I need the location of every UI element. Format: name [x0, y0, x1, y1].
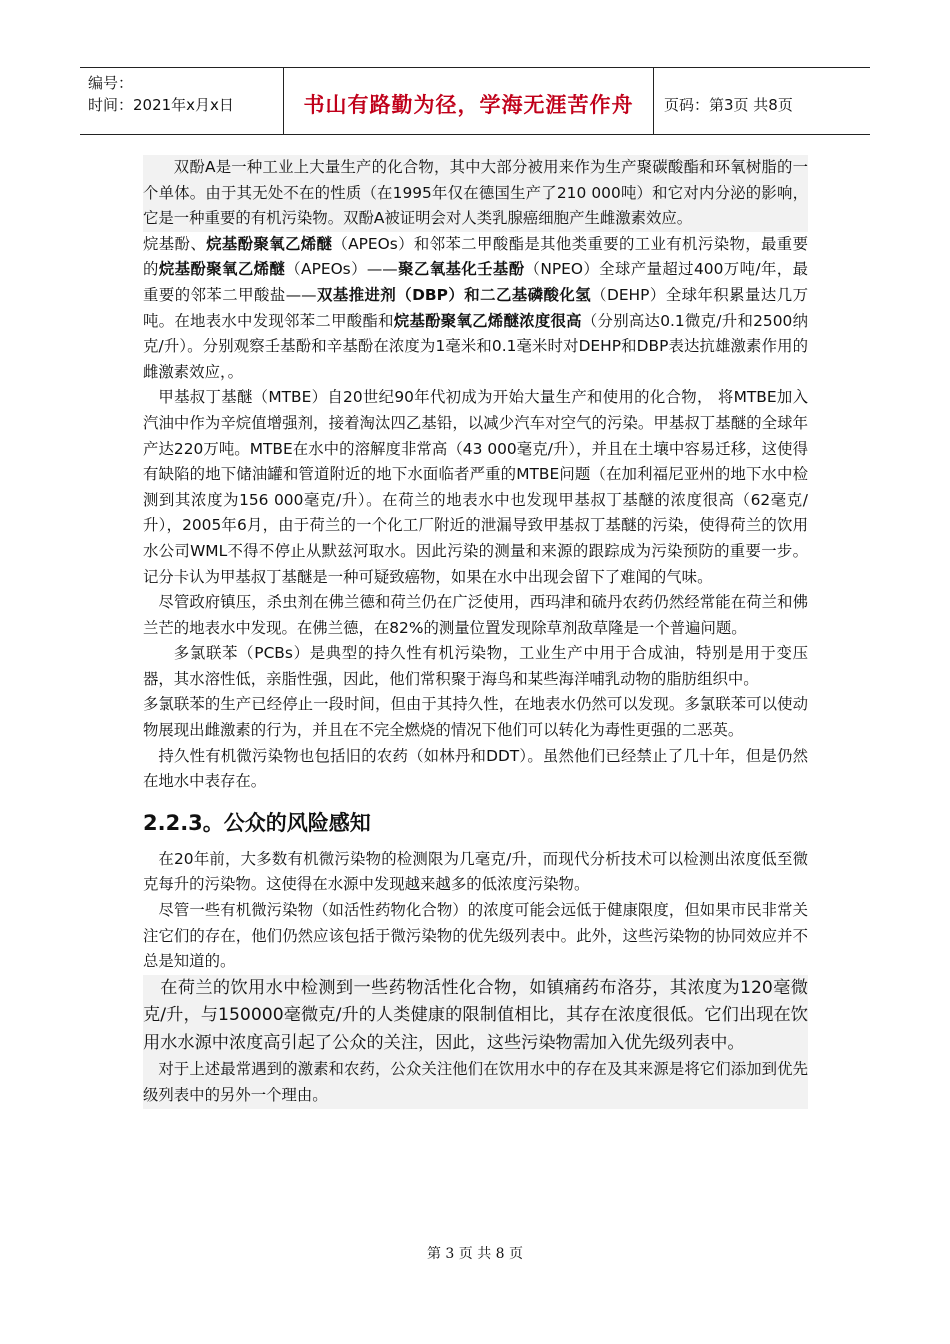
paragraph-mtbe: 甲基叔丁基醚（MTBE）自20世纪90年代初成为开始大量生产和使用的化合物， 将MTBE加入汽油中作为辛烷值增强剂，接着淘汰四乙基铅，以减少汽车对空气的污染。甲基叔丁基醚的全球年产达220万吨。MTBE在水中的溶解度非常高（43 000毫克/升），并且在土壤中容易迁移，这使得有缺陷的地下储油罐和管道附近的地下水面临者严重的MTBE问题（在加利福尼亚州的地下水中检测到其浓度为156 000毫克/升）。在荷兰的地表水中也发现甲基叔丁基醚的浓度很高（62毫克/升），2005年6月，由于荷兰的一个化工厂附近的泄漏导致甲基叔丁基醚的污染，使得荷兰的饮用水公司WML不得不停止从默兹河取水。因此污染的测量和来源的跟踪成为污染预防的重要一步。记分卡认为甲基叔丁基醚是一种可疑致癌物，如果在水中出现会留下了难闻的气味。 — [143, 388, 808, 586]
paragraph-pesticides: 尽管政府镇压，杀虫剂在佛兰德和荷兰仍在广泛使用，西玛津和硫丹农药仍然经常能在荷兰和佛兰芒的地表水中发现。在佛兰德，在82%的测量位置发现除草剂敌草隆是一个普遍问题。 — [143, 593, 808, 637]
header-meta — [80, 68, 284, 134]
paragraph-bisphenol: 双酚A是一种工业上大量生产的化合物，其中大部分被用来作为生产聚碳酸酯和环氧树脂的一个单体。由于其无处不在的性质（在1995年仅在德国生产了210 000吨）和它对内分泌的影响，它是一种重要的有机污染物。双酚A被证明会对人类乳腺癌细胞产生雌激素效应。 — [143, 155, 808, 232]
date-label: 时间：2021年x月x日 — [88, 96, 234, 114]
paragraph-public-concern: 对于上述最常遇到的激素和农药，公众关注他们在饮用水中的存在及其来源是将它们添加到优先级列表中的另外一个理由。 — [143, 1057, 808, 1108]
page-footer: 第 3 页 共 8 页 — [426, 1246, 524, 1262]
paragraph-detection: 在20年前，大多数有机微污染物的检测限为几毫克/升，而现代分析技术可以检测出浓度低至微克每升的污染物。这使得在水源中发现越来越多的低浓度污染物。 — [143, 849, 808, 894]
paragraph-alkylphenol: 烷基酚、烷基酚聚氧乙烯醚（APEOs）和邻苯二甲酸酯是其他类重要的工业有机污染物，最重要的烷基酚聚氧乙烯醚（APEOs）——聚乙氧基化壬基酚（NPEO）全球产量超过400万吨/年，最重要的邻苯二甲酸盐——双基推进剂（DBP）和二乙基磷酸化氢（DEHP）全球年积累量达几万吨。在地表水中发现邻苯二甲酸酯和烷基酚聚氧乙烯醚浓度很高（分别高达0.1微克/升和2500纳克/升）。分别观察壬基酚和辛基酚在浓度为1毫米和0.1毫米时对DEHP和DBP表达抗雄激素作用的雌激素效应，。 — [143, 234, 808, 381]
paragraph-netherlands: 在荷兰的饮用水中检测到一些药物活性化合物，如镇痛药布洛芬，其浓度为120毫微克/升，与150000毫微克/升的人类健康的限制值相比，其存在浓度很低。它们出现在饮用水水源中浓度高引起了公众的关注，因此，这些污染物需加入优先级列表中。 — [143, 975, 808, 1058]
header-page-label: 页码：第3页 共8页 — [664, 95, 793, 114]
section-heading: 2.2.3。公众的风险感知 — [143, 810, 371, 835]
paragraph-persistent: 持久性有机微污染物也包括旧的农药（如林丹和DDT）。虽然他们已经禁止了几十年，但是仍然在地水中表存在。 — [143, 746, 808, 791]
paragraph-pcbs-production: 多氯联苯的生产已经停止一段时间，但由于其持久性，在地表水仍然可以发现。多氯联苯可以使动物展现出雌激素的行为，并且在不完全燃烧的情况下他们可以转化为毒性更强的二恶英。 — [143, 695, 808, 740]
document-body — [143, 155, 808, 1109]
number-label: 编号： — [88, 74, 134, 92]
paragraph-pcbs: 多氯联苯（PCBs）是典型的持久性有机污染物，工业生产中用于合成油，特别是用于变压器，其水溶性低，亲脂性强，因此，他们常积聚于海鸟和某些海洋哺乳动物的脂肪组织中。 — [143, 644, 808, 688]
paragraph-health-limits: 尽管一些有机微污染物（如活性药物化合物）的浓度可能会远低于健康限度，但如果市民非常关注它们的存在，他们仍然应该包括于微污染物的优先级列表中。此外，这些污染物的协同效应并不总是知道的。 — [143, 901, 808, 971]
header-motto: 书山有路勤为径，学海无涯苦作舟 — [284, 68, 654, 134]
page-header — [80, 67, 870, 135]
